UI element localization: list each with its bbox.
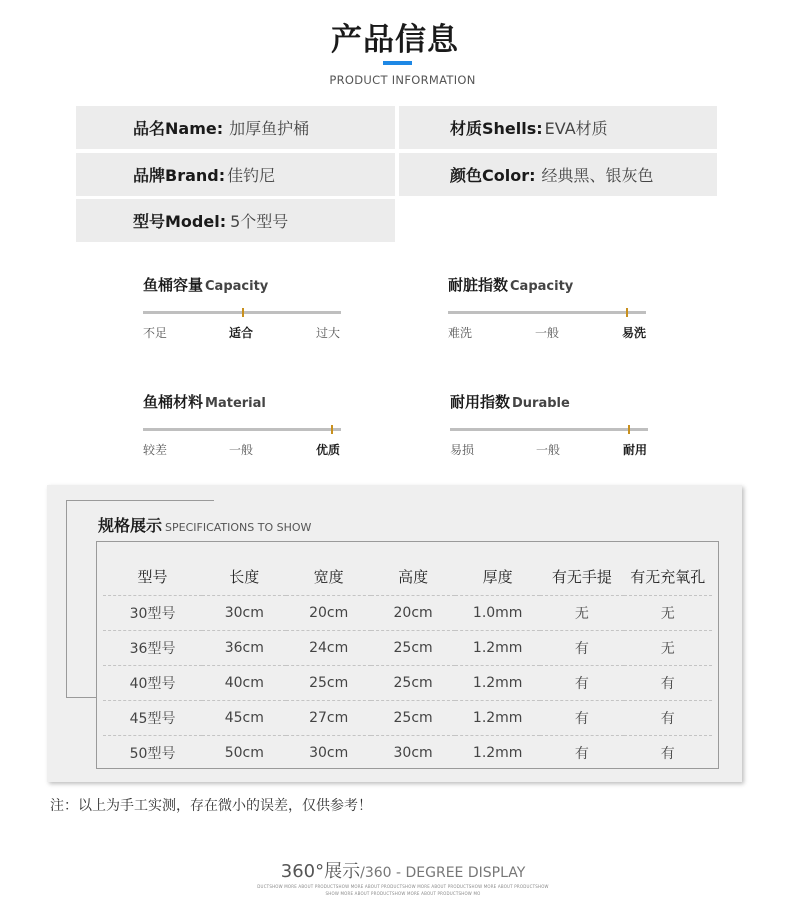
slider-material: [143, 391, 348, 461]
table-cell: 40cm: [202, 666, 286, 701]
slider-tick: 较差: [143, 443, 168, 457]
table-cell: 30cm: [286, 736, 370, 771]
table-cell: 有: [624, 701, 712, 736]
slider-title-en: Material: [205, 396, 266, 411]
table-row: [103, 666, 712, 701]
info-shell-label: 材质Shells:: [450, 119, 543, 138]
table-cell: 有: [624, 736, 712, 771]
slider-title-en: Durable: [512, 396, 570, 411]
slider-stain-resistance: [448, 274, 653, 344]
table-cell: 25cm: [371, 631, 455, 666]
spec-heading: [98, 513, 311, 536]
measurement-note: 注：以上为手工实测，存在微小的误差，仅供参考！: [50, 798, 372, 814]
slider-tick: 一般: [536, 443, 561, 457]
table-cell: 无: [540, 596, 624, 631]
info-model-label: 型号Model:: [133, 212, 227, 231]
footer-fine-text: DUCTSHOW MORE ABOUT PRODUCTSHOW MORE ABOUT PRODUCTSHOW MORE ABOUT PRODUCTSHOW MORE ABOUT PRODUCTSHOW: [257, 884, 549, 889]
table-cell: 1.0mm: [455, 596, 540, 631]
footer-fine-text: SHOW MORE ABOUT PRODUCTSHOW MORE ABOUT PRODUCTSHOW MO: [325, 891, 481, 896]
slider-tick: 一般: [535, 326, 560, 340]
table-cell: 50cm: [202, 736, 286, 771]
table-cell: 30cm: [371, 736, 455, 771]
table-cell: 有: [540, 736, 624, 771]
table-cell: 20cm: [286, 596, 370, 631]
info-shell-value: EVA材质: [544, 119, 608, 138]
table-row: [103, 701, 712, 736]
table-cell: 1.2mm: [455, 736, 540, 771]
info-color: [399, 153, 717, 196]
slider-title: 耐脏指数: [448, 276, 509, 294]
slider-tick-selected: 适合: [229, 326, 254, 340]
spec-heading-en: SPECIFICATIONS TO SHOW: [165, 521, 312, 534]
slider-track: [450, 428, 648, 431]
slider-tick: 一般: [229, 443, 254, 457]
column-header: 高度: [398, 567, 429, 586]
slider-marker: [242, 308, 244, 317]
page-title: 产品信息: [331, 22, 459, 58]
slider-marker: [626, 308, 628, 317]
slider-title: 鱼桶容量: [143, 276, 204, 294]
info-brand: [76, 153, 395, 196]
table-cell: 50型号: [103, 736, 202, 771]
table-cell: 36型号: [103, 631, 202, 666]
table-cell: 1.2mm: [455, 701, 540, 736]
column-header: 长度: [229, 567, 260, 586]
slider-marker: [628, 425, 630, 434]
slider-tick-selected: 易洗: [622, 326, 647, 340]
table-cell: 40型号: [103, 666, 202, 701]
footer-subtitle: 360 - DEGREE DISPLAY: [364, 865, 526, 881]
info-color-value: 经典黑、银灰色: [541, 166, 654, 185]
table-cell: 无: [624, 631, 712, 666]
info-model-value: 5个型号: [230, 212, 289, 231]
table-row: [103, 596, 712, 631]
table-cell: 有: [540, 666, 624, 701]
table-cell: 有: [624, 666, 712, 701]
slider-track: [448, 311, 646, 314]
slider-title-en: Capacity: [510, 279, 574, 294]
table-cell: 25cm: [371, 666, 455, 701]
table-cell: 30型号: [103, 596, 202, 631]
table-cell: 1.2mm: [455, 631, 540, 666]
table-row: [103, 736, 712, 771]
info-model: [76, 199, 395, 242]
slider-tick: 不足: [143, 326, 168, 340]
slider-tick: 难洗: [448, 326, 473, 340]
info-color-label: 颜色Color:: [450, 166, 536, 185]
info-name-label: 品名Name:: [133, 119, 224, 138]
footer-title-main: 360°展示: [280, 861, 361, 882]
spec-heading-text: 规格展示: [98, 516, 163, 535]
table-row: [103, 631, 712, 666]
slider-tick: 过大: [316, 326, 341, 340]
slider-tick-selected: 优质: [316, 443, 341, 457]
info-brand-value: 佳钓尼: [227, 166, 276, 185]
slider-track: [143, 428, 341, 431]
table-cell: 27cm: [286, 701, 370, 736]
table-cell: 24cm: [286, 631, 370, 666]
table-cell: 45cm: [202, 701, 286, 736]
slider-tick-selected: 耐用: [623, 443, 648, 457]
page-subtitle: PRODUCT INFORMATION: [329, 73, 476, 87]
table-cell: 30cm: [202, 596, 286, 631]
table-cell: 无: [624, 596, 712, 631]
table-cell: 20cm: [371, 596, 455, 631]
slider-title: 鱼桶材料: [143, 393, 204, 411]
slider-tick: 易损: [450, 443, 475, 457]
column-header: 有无充氧孔: [630, 567, 706, 586]
info-name-value: 加厚鱼护桶: [229, 119, 310, 138]
info-brand-label: 品牌Brand:: [133, 166, 226, 185]
spec-table-box: [96, 541, 719, 769]
table-cell: 25cm: [286, 666, 370, 701]
slider-title: 耐用指数: [450, 393, 511, 411]
info-name: [76, 106, 395, 149]
column-header: 宽度: [313, 567, 344, 586]
slider-durability: [450, 391, 655, 461]
title-underline: [383, 61, 412, 65]
footer-separator: /: [360, 865, 365, 881]
table-cell: 36cm: [202, 631, 286, 666]
column-header: 厚度: [482, 567, 513, 586]
slider-marker: [331, 425, 333, 434]
slider-title-en: Capacity: [205, 279, 269, 294]
footer-title: [0, 857, 790, 883]
info-shell: [399, 106, 717, 149]
table-cell: 45型号: [103, 701, 202, 736]
table-cell: 有: [540, 631, 624, 666]
table-cell: 1.2mm: [455, 666, 540, 701]
table-cell: 有: [540, 701, 624, 736]
slider-capacity: [143, 274, 343, 344]
column-header: 有无手提: [551, 567, 612, 586]
spec-table: [103, 557, 712, 770]
table-cell: 25cm: [371, 701, 455, 736]
column-header: 型号: [137, 567, 168, 586]
